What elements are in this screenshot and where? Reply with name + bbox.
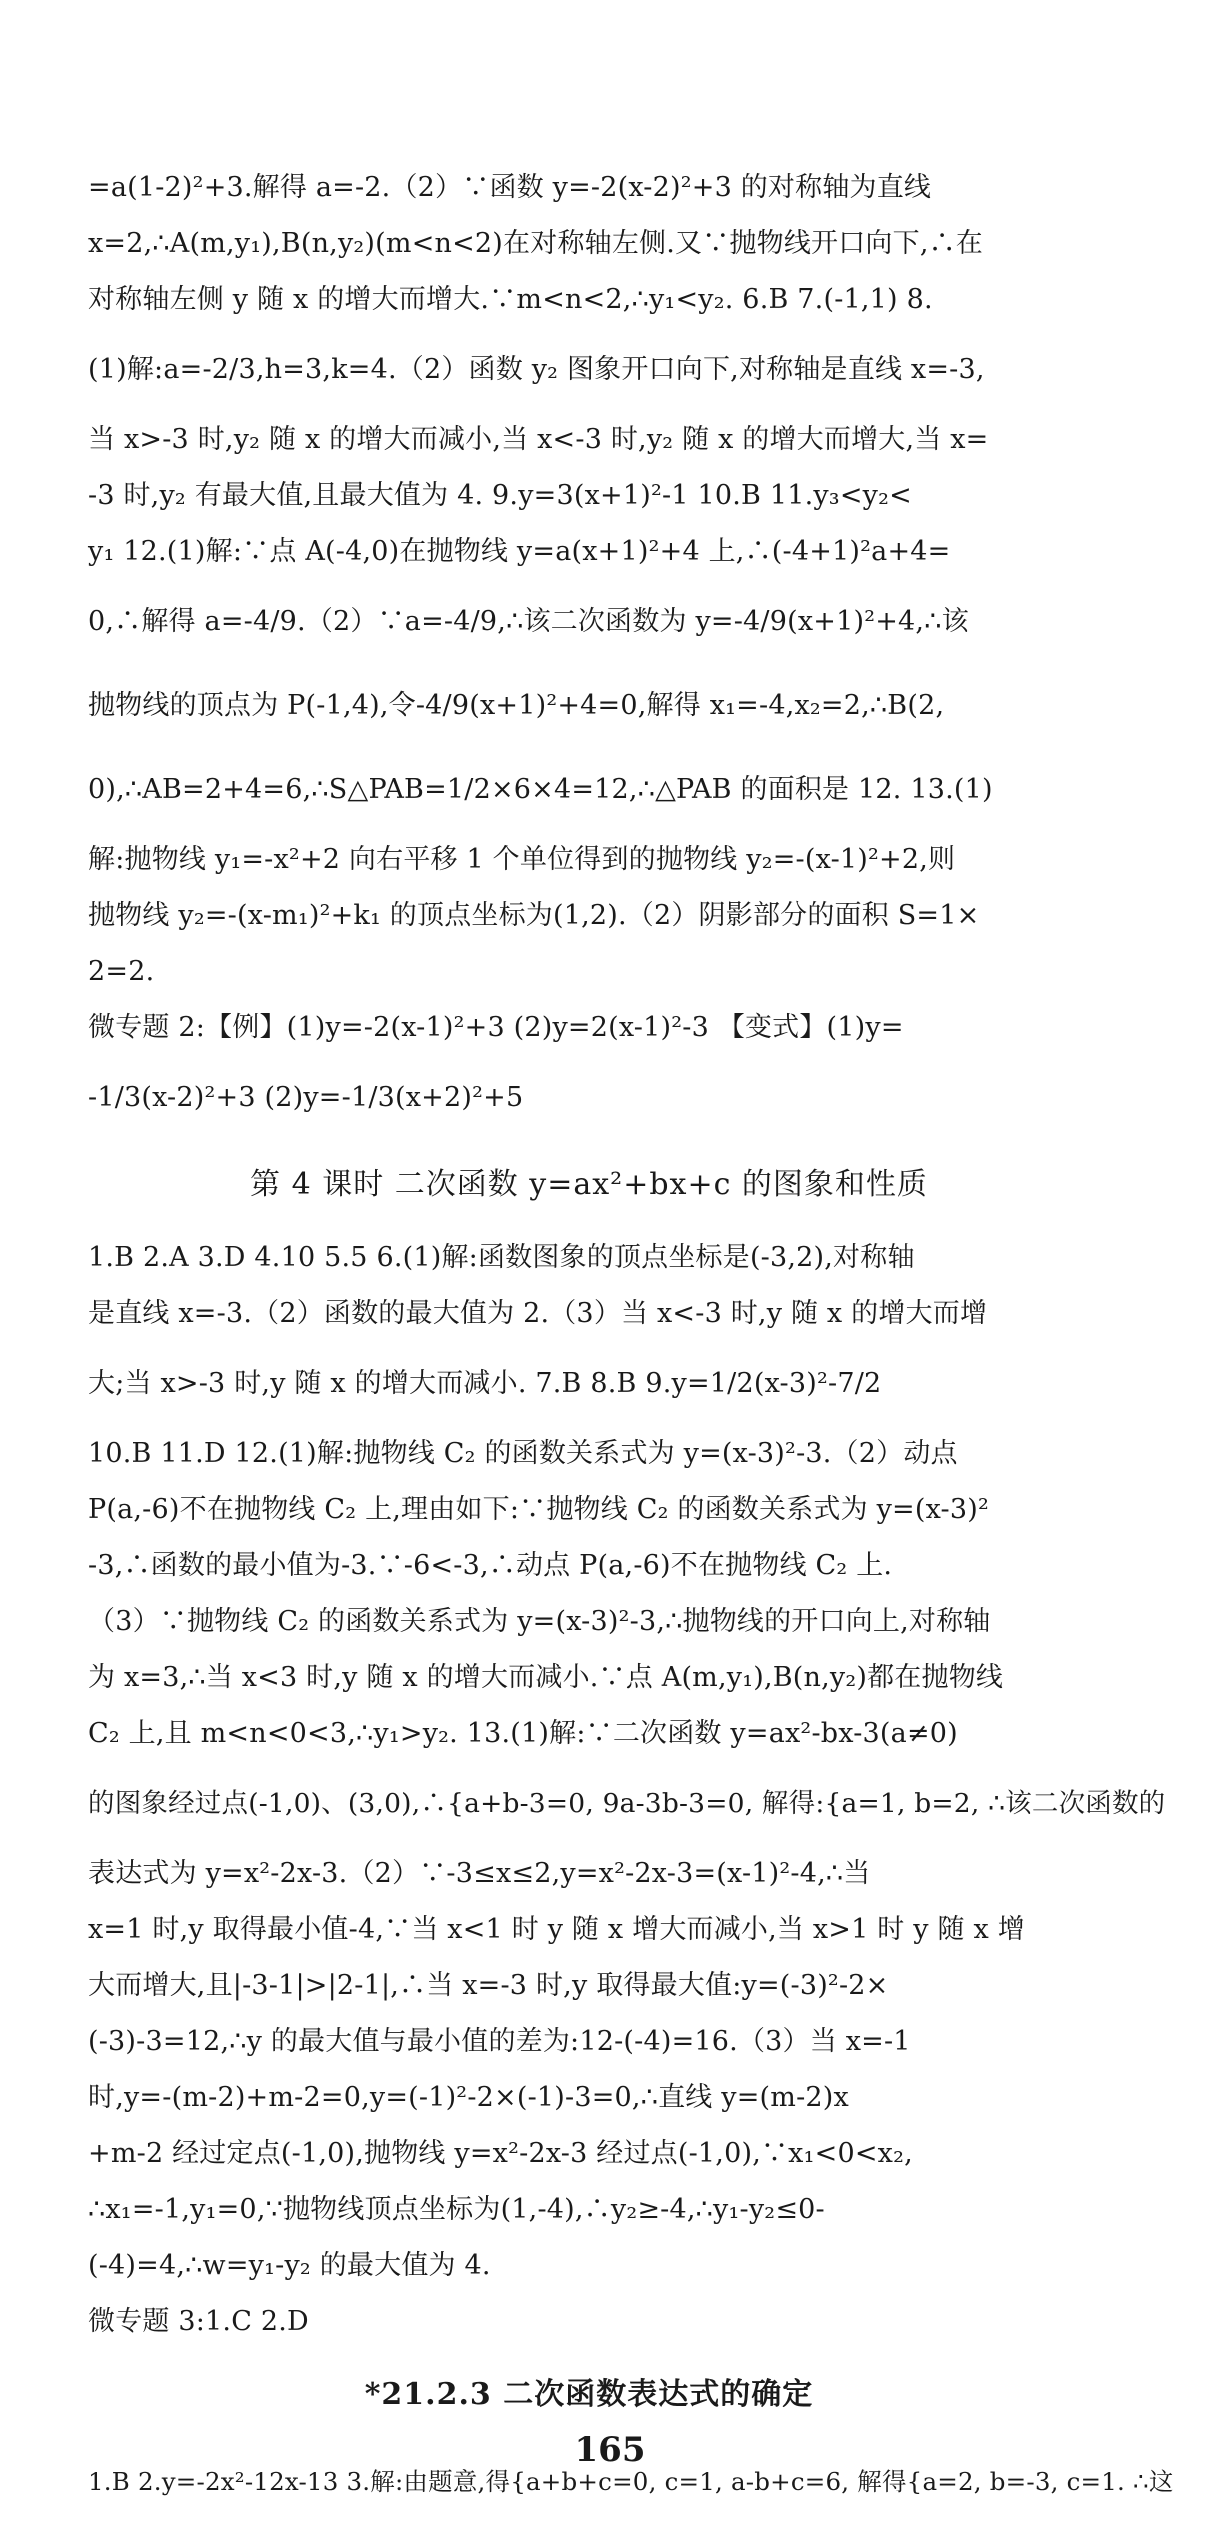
text-line: 是直线 x=-3.（2）函数的最大值为 2.（3）当 x<-3 时,y 随 x 的增大而增 xyxy=(88,1298,988,1329)
text-line: （3）∵抛物线 C₂ 的函数关系式为 y=(x-3)²-3,∴抛物线的开口向上,对称轴 xyxy=(88,1606,991,1637)
text-line: x=2,∴A(m,y₁),B(n,y₂)(m<n<2)在对称轴左侧.又∵抛物线开口向下,∴在 xyxy=(88,228,984,259)
text-line: 2=2. xyxy=(88,956,155,987)
text-line: +m-2 经过定点(-1,0),抛物线 y=x²-2x-3 经过点(-1,0),∵x₁<0<x₂, xyxy=(88,2138,913,2169)
text-line: y₁ 12.(1)解:∵点 A(-4,0)在抛物线 y=a(x+1)²+4 上,∴(-4+1)²a+4= xyxy=(88,536,951,567)
section-title-lesson-4: 第 4 课时 二次函数 y=ax²+bx+c 的图象和性质 xyxy=(250,1167,928,1202)
text-line: (-4)=4,∴w=y₁-y₂ 的最大值为 4. xyxy=(88,2250,491,2281)
text-line: (-3)-3=12,∴y 的最大值与最小值的差为:12-(-4)=16.（3）当 x=-1 xyxy=(88,2026,911,2057)
text-line: =a(1-2)²+3.解得 a=-2.（2）∵函数 y=-2(x-2)²+3 的对称轴为直线 xyxy=(88,172,932,203)
text-line: 解:抛物线 y₁=-x²+2 向右平移 1 个单位得到的抛物线 y₂=-(x-1)²+2,则 xyxy=(88,844,956,875)
text-line: C₂ 上,且 m<n<0<3,∴y₁>y₂. 13.(1)解:∵二次函数 y=ax²-bx-3(a≠0) xyxy=(88,1718,958,1749)
text-line: x=1 时,y 取得最小值-4,∵当 x<1 时 y 随 x 增大而减小,当 x>1 时 y 随 x 增 xyxy=(88,1914,1025,1945)
text-line: 0),∴AB=2+4=6,∴S△PAB=1/2×6×4=12,∴△PAB 的面积是 12. 13.(1) xyxy=(88,774,993,805)
text-line: 当 x>-3 时,y₂ 随 x 的增大而减小,当 x<-3 时,y₂ 随 x 的增大而增大,当 x= xyxy=(88,424,989,455)
text-line: 抛物线的顶点为 P(-1,4),令-4/9(x+1)²+4=0,解得 x₁=-4,x₂=2,∴B(2, xyxy=(88,690,945,721)
text-line: (1)解:a=-2/3,h=3,k=4.（2）函数 y₂ 图象开口向下,对称轴是直线 x=-3, xyxy=(88,354,985,385)
text-line: 1.B 2.y=-2x²-12x-13 3.解:由题意,得{a+b+c=0, c=1, a-b+c=6, 解得{a=2, b=-3, c=1. ∴这 xyxy=(88,2467,1174,2496)
text-line: -3,∴函数的最小值为-3.∵-6<-3,∴动点 P(a,-6)不在抛物线 C₂ 上. xyxy=(88,1550,893,1581)
text-line: 对称轴左侧 y 随 x 的增大而增大.∵m<n<2,∴y₁<y₂. 6.B 7.(-1,1) 8. xyxy=(88,284,933,315)
page-number: 165 xyxy=(574,2430,646,2470)
section-lesson-4-answers xyxy=(88,1230,1166,2350)
text-line: -3 时,y₂ 有最大值,且最大值为 4. 9.y=3(x+1)²-1 10.B 11.y₃<y₂< xyxy=(88,480,912,511)
section-title-21-2-3: *21.2.3 二次函数表达式的确定 xyxy=(364,2377,814,2412)
section-previous-answers xyxy=(88,160,1090,1140)
micro-topic-3: 微专题 3:1.C 2.D xyxy=(88,2306,309,2337)
text-line: 大;当 x>-3 时,y 随 x 的增大而减小. 7.B 8.B 9.y=1/2(x-3)²-7/2 xyxy=(88,1368,882,1399)
text-line: 0,∴解得 a=-4/9.（2）∵a=-4/9,∴该二次函数为 y=-4/9(x+1)²+4,∴该 xyxy=(88,606,969,637)
text-line: P(a,-6)不在抛物线 C₂ 上,理由如下:∵抛物线 C₂ 的函数关系式为 y=(x-3)² xyxy=(88,1494,989,1525)
text-line: 时,y=-(m-2)+m-2=0,y=(-1)²-2×(-1)-3=0,∴直线 y=(m-2)x xyxy=(88,2082,849,2113)
text-line: ∴x₁=-1,y₁=0,∵抛物线顶点坐标为(1,-4),∴y₂≥-4,∴y₁-y₂≤0- xyxy=(88,2194,825,2225)
text-line: 的图象经过点(-1,0)、(3,0),∴{a+b-3=0, 9a-3b-3=0, 解得:{a=1, b=2, ∴该二次函数的 xyxy=(88,1788,1166,1819)
micro-topic-2: 微专题 2:【例】(1)y=-2(x-1)²+3 (2)y=2(x-1)²-3 【变式】(1)y= xyxy=(88,1012,904,1043)
text-line: 表达式为 y=x²-2x-3.（2）∵-3≤x≤2,y=x²-2x-3=(x-1)²-4,∴当 xyxy=(88,1858,871,1889)
text-line: 为 x=3,∴当 x<3 时,y 随 x 的增大而减小.∵点 A(m,y₁),B(n,y₂)都在抛物线 xyxy=(88,1662,1004,1693)
text-line: -1/3(x-2)²+3 (2)y=-1/3(x+2)²+5 xyxy=(88,1082,524,1113)
text-line: 抛物线 y₂=-(x-m₁)²+k₁ 的顶点坐标为(1,2).（2）阴影部分的面积 S=1× xyxy=(88,900,980,931)
text-line: 1.B 2.A 3.D 4.10 5.5 6.(1)解:函数图象的顶点坐标是(-3,2),对称轴 xyxy=(88,1242,915,1273)
text-line: 大而增大,且|-3-1|>|2-1|,∴当 x=-3 时,y 取得最大值:y=(-3)²-2× xyxy=(88,1970,889,2001)
text-line: 10.B 11.D 12.(1)解:抛物线 C₂ 的函数关系式为 y=(x-3)²-3.（2）动点 xyxy=(88,1438,958,1469)
